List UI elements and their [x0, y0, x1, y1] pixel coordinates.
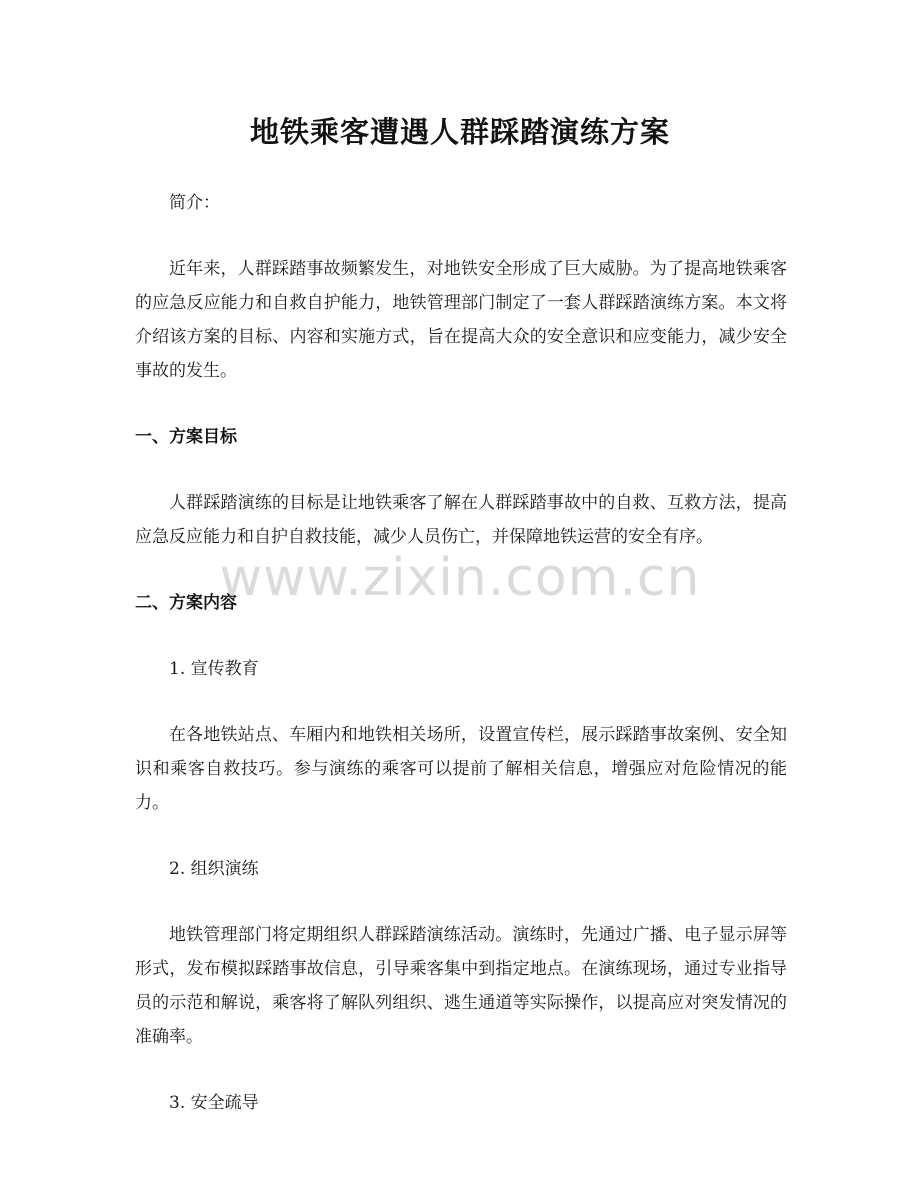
item-label-guidance: 3. 安全疏导: [169, 1093, 259, 1113]
publicity-paragraph: 在各地铁站点、车厢内和地铁相关场所，设置宣传栏，展示踩踏事故案例、安全知识和乘客自救技巧。参与演练的乘客可以提前了解相关信息，增强应对危险情况的能力。: [135, 725, 787, 813]
document-body: [135, 186, 787, 1152]
goals-paragraph: 人群踩踏演练的目标是让地铁乘客了解在人群踩踏事故中的自救、互救方法，提高应急反应能力和自护自救技能，减少人员伤亡，并保障地铁运营的安全有序。: [135, 493, 787, 547]
drill-paragraph: 地铁管理部门将定期组织人群踩踏演练活动。演练时，先通过广播、电子显示屏等形式，发布模拟踩踏事故信息，引导乘客集中到指定地点。在演练现场，通过专业指导员的示范和解说，乘客将了解队列组织、逃生通道等实际操作，以提高应对突发情况的准确率。: [135, 925, 787, 1047]
watermark: www.zixin.com.cn: [219, 548, 701, 608]
section-heading-goals: 一、方案目标: [135, 427, 237, 447]
item-label-drill: 2. 组织演练: [169, 859, 259, 879]
document-title: 地铁乘客遭遇人群踩踏演练方案: [249, 115, 670, 149]
intro-label: 简介：: [169, 193, 220, 213]
section-heading-content: 二、方案内容: [135, 593, 237, 613]
item-label-publicity: 1. 宣传教育: [169, 659, 259, 679]
intro-paragraph: 近年来，人群踩踏事故频繁发生，对地铁安全形成了巨大威胁。为了提高地铁乘客的应急反应能力和自救自护能力，地铁管理部门制定了一套人群踩踏演练方案。本文将介绍该方案的目标、内容和实施方式，旨在提高大众的安全意识和应变能力，减少安全事故的发生。: [135, 259, 787, 381]
